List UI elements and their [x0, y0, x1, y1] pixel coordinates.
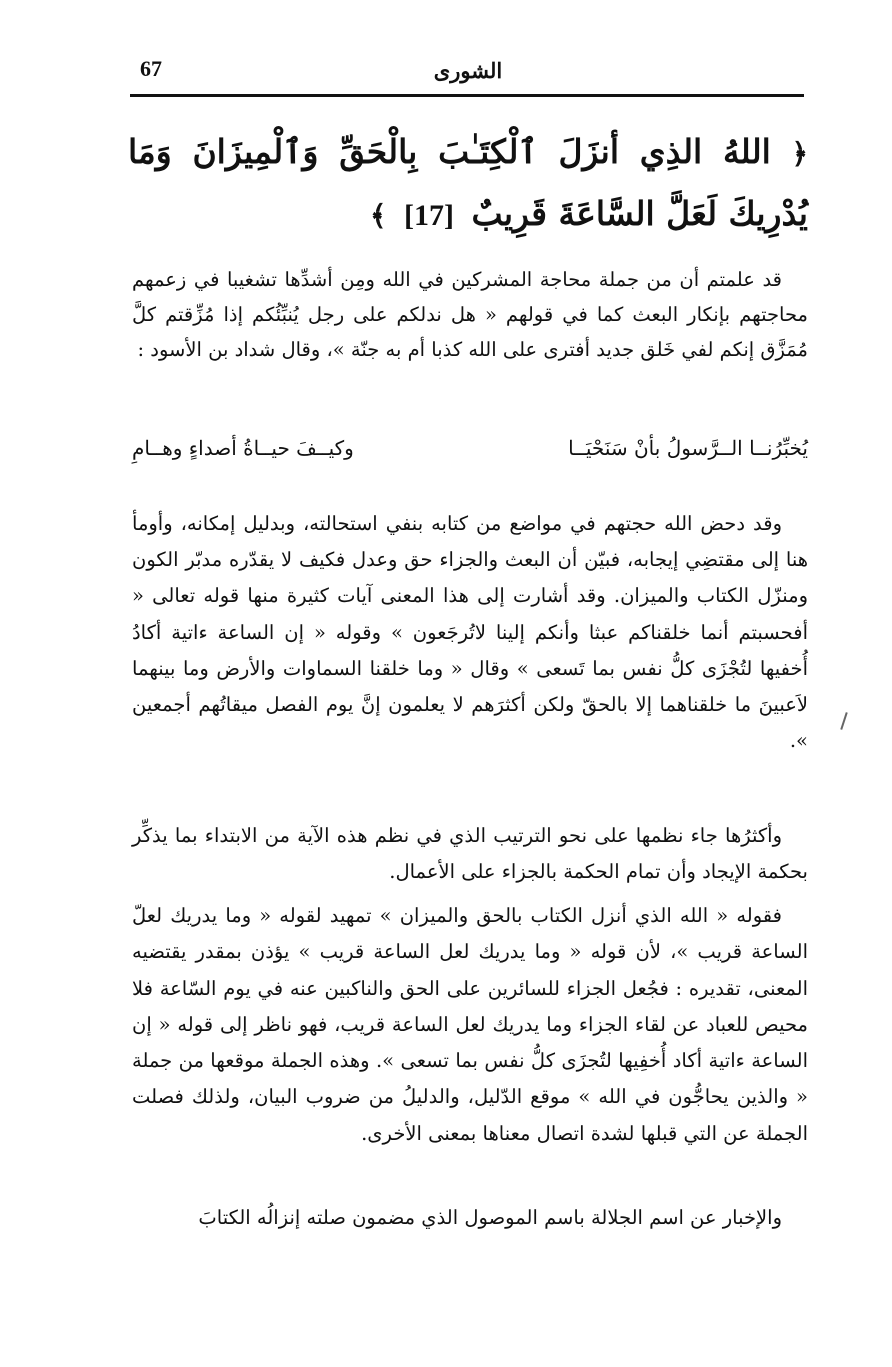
paragraph-2 — [132, 506, 808, 759]
margin-pencil-mark — [840, 712, 847, 730]
verse-text: اللهُ الذِي أنزَلَ ٱلْكِتَـٰبَ بِالْحَقِّ وَٱلْمِيزَانَ وَمَا يُدْرِيكَ لَعَلَّ السَّاعَةَ قَرِيبٌ — [128, 132, 808, 233]
paragraph-1 — [132, 262, 808, 367]
poem-first-hemistich: يُخبِّرُنــا الــرَّسولُ بأنْ سَنَحْيَــا — [568, 436, 808, 460]
poem-verse — [132, 436, 808, 476]
verse-number: [17] — [403, 199, 454, 232]
header-rule — [130, 94, 804, 97]
paragraph-text: والإخبار عن اسم الجلالة باسم الموصول الذي مضمون صلته إنزالُه الكتابَ — [198, 1206, 782, 1229]
running-title: الشورى — [433, 58, 503, 83]
quran-verse — [128, 122, 808, 246]
paragraph-3 — [132, 818, 808, 890]
verse-open-bracket: ﴿ — [791, 137, 808, 170]
paragraph-5 — [132, 1200, 808, 1235]
paragraph-text: وأكثرُها جاء نظمها على نحو الترتيب الذي في نظم هذه الآية من الابتداء بما يذكِّر بحكمة الإيجاد وأن تمام الحكمة بالجزاء على الأعمال. — [132, 824, 808, 883]
paragraph-text: فقوله « الله الذي أنزل الكتاب بالحق والميزان » تمهيد لقوله « وما يدريك لعلّ الساعة قريب »، لأن قوله « وما يدريك لعل الساعة قريب » يؤذن بمقدر يقتضيه المعنى، تقديره : فجُعل الجزاء للسائرين على الحق والناكبين عنه في يوم السّاعة فلا محيص للعباد عن لقاء الجزاء وما يدريك لعل الساعة قريب، فهو ناظر إلى قوله « إن الساعة ءاتية أكاد أُخفِيها لتُجزَى كلُّ نفس بما تسعى ». وهذه الجملة موقعها من جملة « والذين يحاجُّون في الله » موقع الدّليل، والدليلُ من ضروب البيان، ولذلك فصلت الجملة عن التي قبلها لشدة اتصال معناها بمعنى الأخرى. — [132, 904, 808, 1145]
poem-second-hemistich: وكيــفَ حيــاةُ أصداءٍ وهــامِ — [132, 436, 354, 460]
paragraph-text: قد علمتم أن من جملة محاجة المشركين في الله ومِن أشدِّها تشغيبا في زعمهم محاجتهم بإنكار البعث كما في قولهم « هل ندلكم على رجل يُنبِّئُكم إذا مُزِّقتم كلَّ مُمَزَّق إنكم لفي خَلق جديد أفترى على الله كذبا أم به جنّة »، وقال شداد بن الأسود : — [132, 268, 808, 361]
paragraph-text: وقد دحض الله حجتهم في مواضع من كتابه بنفي استحالته، وبدليل إمكانه، وأومأ هنا إلى مقتضِي إيجابه، فبيّن أن البعث والجزاء حق وعدل فكيف لا يقدّره مدبّر الكون ومنزّل الكتاب والميزان. وقد أشارت إلى هذا المعنى آيات كثيرة منها قوله تعالى « أفحسبتم أنما خلقناكم عبثا وأنكم إلينا لاتُرجَعون » وقوله « إن الساعة ءاتية أكادُ أُخفيها لتُجْزَى كلُّ نفس بما تَسعى » وقال « وما خلقنا السماوات والأرض وما بينهما لاَعبينَ ما خلقناهما إلا بالحقّ ولكن أكثرَهم لا يعلمون إنَّ يوم الفصل ميقاتُهم أجمعين ». — [132, 512, 808, 753]
page-number: 67 — [140, 56, 162, 81]
paragraph-4 — [132, 898, 808, 1152]
verse-close-bracket: ﴾ — [370, 199, 387, 232]
page-header — [132, 52, 804, 92]
